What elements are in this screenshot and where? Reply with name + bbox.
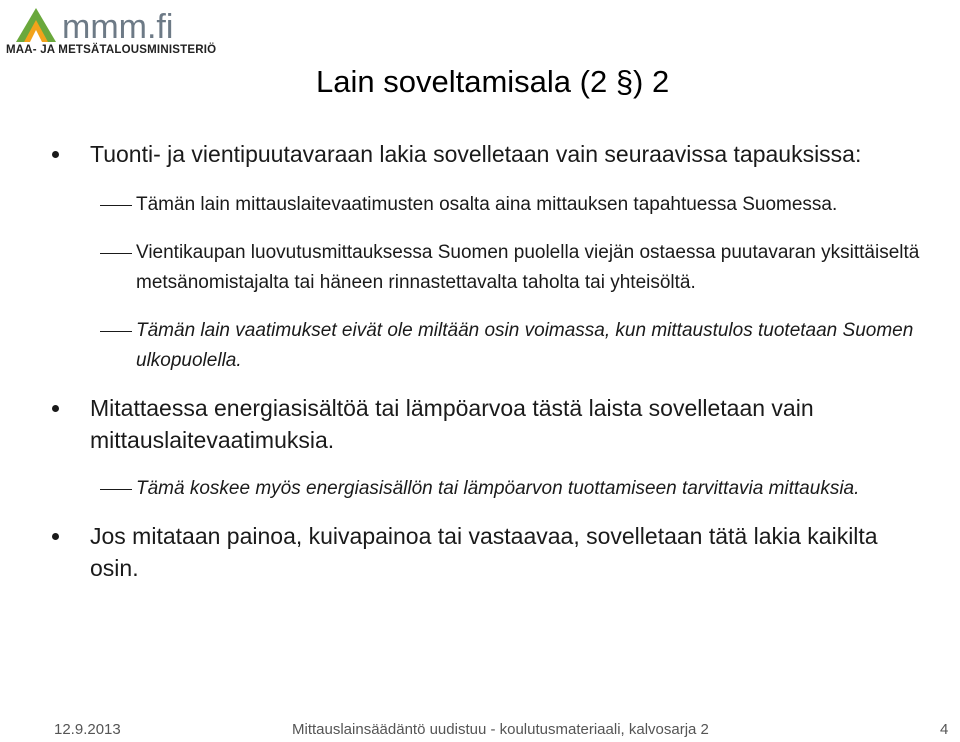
sub-item-text: Tämän lain vaatimukset eivät ole miltään osin voimassa, kun mittaustulos tuotetaan Suomen ulkopuolella. <box>136 320 914 371</box>
slide-body <box>0 138 960 584</box>
ministry-logo <box>6 6 217 66</box>
slide-title: Lain soveltamisala (2 §) 2 <box>316 64 670 99</box>
bullet-text: Mitattaessa energiasisältöä tai lämpöarvoa tästä laista sovelletaan vain mittauslaitevaatimuksia. <box>90 395 814 453</box>
sub-item-4 <box>136 474 920 504</box>
footer-date: 12.9.2013 <box>54 721 121 738</box>
dash-icon <box>100 331 132 332</box>
sub-item-2 <box>136 238 920 298</box>
page-number: 4 <box>940 721 949 738</box>
sub-item-text: Tämä koskee myös energiasisällön tai lämpöarvon tuottamiseen tarvittavia mittauksia. <box>136 478 860 499</box>
bullet-icon <box>52 405 59 412</box>
dash-icon <box>100 489 132 490</box>
bullet-text: Tuonti- ja vientipuutavaraan lakia sovelletaan vain seuraavissa tapauksissa: <box>90 141 862 167</box>
bullet-item-3 <box>90 520 930 584</box>
sub-item-1 <box>136 190 920 220</box>
dash-icon <box>100 253 132 254</box>
dash-icon <box>100 205 132 206</box>
sub-item-text: Tämän lain mittauslaitevaatimusten osalta aina mittauksen tapahtuessa Suomessa. <box>136 194 838 215</box>
bullet-item-2 <box>90 392 930 456</box>
bullet-item-1 <box>90 138 930 170</box>
logo-subtitle: MAA- JA METSÄTALOUSMINISTERIÖ <box>6 44 217 56</box>
bullet-text: Jos mitataan painoa, kuivapainoa tai vastaavaa, sovelletaan tätä lakia kaikilta osin. <box>90 523 878 581</box>
logo-wordmark: mmm.fi <box>62 8 174 46</box>
triangle-logo-icon <box>14 6 58 44</box>
sub-item-3 <box>136 316 920 376</box>
sub-item-text: Vientikaupan luovutusmittauksessa Suomen puolella viejän ostaessa puutavaran yksittäiseltä metsänomistajalta tai häneen rinnastettavalta taholta tai yhteisöltä. <box>136 242 920 293</box>
bullet-icon <box>52 533 59 540</box>
footer-caption: Mittauslainsäädäntö uudistuu - koulutusmateriaali, kalvosarja 2 <box>292 721 709 738</box>
bullet-icon <box>52 151 59 158</box>
